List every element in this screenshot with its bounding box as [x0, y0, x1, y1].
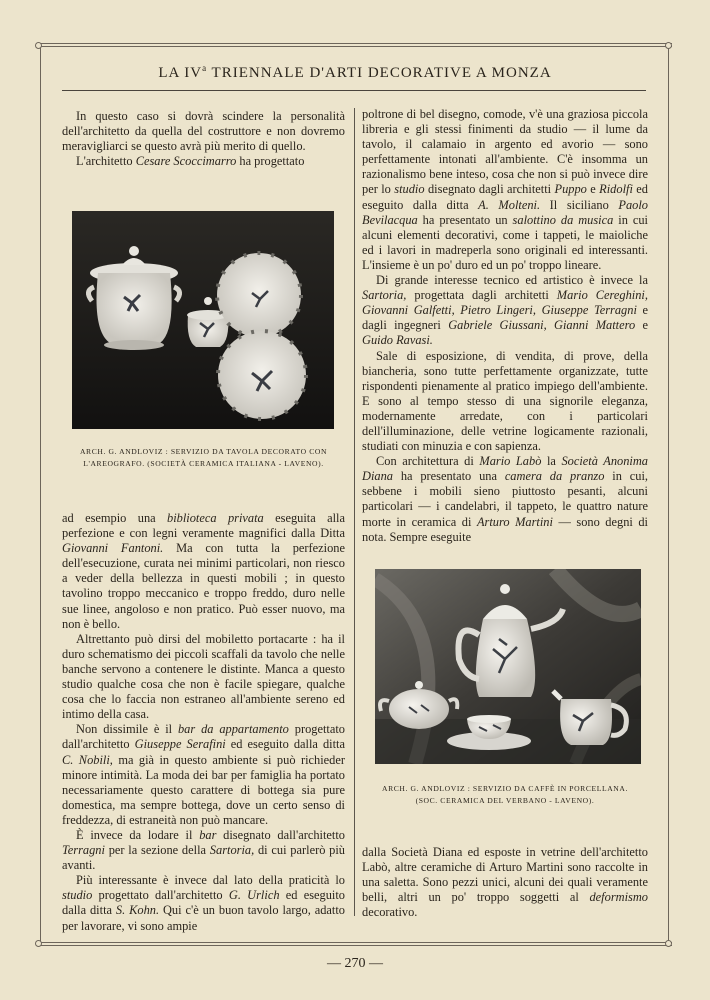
italic-name: Ridolfi — [599, 182, 633, 197]
paragraph: In questo caso si dovrà scindere la personalità dell'architetto da quella del costruttore e non dovremo meravigliarci se questo avrà più merito di quello. — [62, 109, 345, 154]
italic-name: Terragni — [62, 843, 105, 858]
italic-name: Sartoria, — [362, 288, 407, 303]
photo-coffee-service — [375, 569, 641, 764]
figure-caption — [62, 446, 345, 470]
paragraph: Più interessante è invece dal lato della praticità lo studio progettato dall'architetto G. Urlich ed eseguito dalla ditta S. Kohn. Qui c'è un buon tavolo largo, adatto per lavorare, vi sono ampie — [62, 873, 345, 933]
caption-line: ARCH. G. ANDLOVIZ : SERVIZIO DA TAVOLA DECORATO CON — [79, 447, 328, 456]
right-column-bottom-text — [362, 845, 648, 920]
italic-name: studio — [62, 888, 93, 903]
corner-ornament — [35, 940, 42, 947]
bottom-border-rule — [38, 942, 672, 946]
italic-name: Paolo Bevilacqua — [362, 197, 649, 227]
right-border-rule — [668, 46, 669, 942]
italic-name: Giuseppe Serafini — [134, 737, 226, 752]
paragraph: ad esempio una biblioteca privata eseguita alla perfezione e con legni veramente magnifici dalla Ditta Giovanni Fantoni. Ma con tutta la perfezione dell'esecuzione, curata nei minimi particolari, non riesco a veder della bellezza in questi mobili ; in questo tavolino troppo meccanico e troppo freddo, duro nelle sue linee, angoloso e non pratico. Può esser nuovo, ma non è bello. — [62, 511, 345, 631]
paragraph: Di grande interesse tecnico ed artistico è invece la Sartoria, progettata dagli architetti Mario Cereghini, Giovanni Galfetti, Pietro Lingeri, Giuseppe Terragni e dagli ingegneri Gabriele Giussani, Gianni Mattero e Guido Ravasi. — [362, 273, 648, 348]
paragraph: Non dissimile è il bar da appartamento progettato dall'architetto Giuseppe Serafini ed eseguito dalla ditta C. Nobili, ma già in questo ambiente si può richieder minore intimità. La moda dei bar per famiglia ha portato necessariamente questo carattere di bottega sia pure domestica, ma sempre bottega, dove un certo senso di freddezza, di estraneità non può mancare. — [62, 722, 345, 827]
italic-name: biblioteca privata — [167, 511, 264, 525]
italic-name: A. Molteni. — [478, 197, 541, 212]
italic-name: G. Urlich — [228, 888, 280, 903]
caption-line: (SOC. CERAMICA DEL VERBANO - LAVENO). — [415, 796, 595, 805]
paragraph: L'architetto Cesare Scoccimarro ha progettato — [76, 154, 305, 169]
left-column-bottom-text — [62, 511, 345, 934]
paragraph: Altrettanto può dirsi del mobiletto portacarte : ha il duro schematismo dei piccoli scaffali da tavolo che nelle banche servono a contenere le distinte. Manca a questo studio qualche cosa che non è facile spiegare, qualche cosa che lo faccia non estraneo all'ambiente sereno ed intimo della casa. — [62, 631, 345, 722]
italic-name: salottino da musica — [512, 212, 614, 227]
italic-name: Gabriele Giussani, Gianni Mattero — [448, 318, 636, 333]
left-column-top-text — [62, 109, 345, 169]
running-header: LA $IV^a$ TRIENNALE D'ARTI DECORATIVE A MONZA — [158, 63, 552, 81]
italic-name: deformismo — [589, 890, 648, 905]
caption-line: L'AREOGRAFO. (SOCIETÀ CERAMICA ITALIANA - LAVENO). — [83, 459, 324, 468]
italic-name: S. Kohn. — [115, 903, 160, 918]
paragraph: dalla Società Diana ed esposte in vetrine dell'architetto Labò, altre ceramiche di Arturo Martini sono raccolte in una saletta. Sono pezzi unici, alcuni dei quali veramente belli, altri un po' troppo soggetti al deformismo decorativo. — [362, 845, 648, 920]
corner-ornament — [665, 940, 672, 947]
top-border-rule — [38, 43, 672, 47]
italic-name: bar — [199, 827, 217, 842]
italic-name: Società Anonima Diana — [362, 454, 648, 484]
italic-name: Mario Labò — [479, 454, 542, 469]
paragraph: È invece da lodare il bar disegnato dall'architetto Terragni per la sezione della Sartoria, di cui parlerò più avanti. — [62, 827, 345, 873]
figure-caption — [362, 783, 648, 807]
italic-name: Guido Ravasi. — [362, 333, 433, 348]
italic-name: C. Nobili, — [62, 752, 113, 767]
italic-name: camera da pranzo — [504, 469, 605, 484]
italic-name: Mario Cereghini, Giovanni Galfetti, Pietro Lingeri, Giuseppe Terragni — [362, 288, 648, 318]
column-divider — [354, 108, 355, 916]
right-column-top-text — [362, 107, 648, 545]
caption-line: ARCH. G. ANDLOVIZ : SERVIZIO DA CAFFÈ IN PORCELLANA. — [382, 784, 628, 793]
italic-name: Puppo — [554, 182, 587, 197]
paragraph: poltrone di bel disegno, comode, v'è una graziosa piccola libreria e gli stessi finimenti da studio — il lume da tavolo, il calamaio in argento ed avorio — sono perfettamente intonati all'ambiente. C'è insomma un razionalismo bene inteso, cosa che non si può invece dire per lo studio disegnato dagli architetti Puppo e Ridolfi ed eseguito dalla ditta A. Molteni. Il siciliano Paolo Bevilacqua ha presentato un salottino da musica in cui alcuni elementi decorativi, come i tappeti, le maioliche ed i lavori in madreperla sono originali ed interessanti. L'insieme è un po' duro ed un po' troppo lineare. — [362, 107, 649, 272]
italic-name: bar da appartamento — [177, 722, 289, 737]
paragraph: Sale di esposizione, di vendita, di prove, della biancheria, sono tutte perfettamente organizzate, tutte rispondenti pienamente al pratico impiego dell'ambiente. E sono al tempo stesso di una signorile eleganza, modernamente arredate, con i particolari dell'illuminazione, delle vetrine logicamente razionali, studiati con minuzia e con sapienza. — [362, 348, 648, 454]
paragraph: Con architettura di Mario Labò la Società Anonima Diana ha presentato una camera da pranzo in cui, sebbene i mobili sieno piuttosto pesanti, alcuni particolari — i candelabri, il tappeto, le quattro nature morte in ceramica di Arturo Martini — sono degni di nota. Sempre eseguite — [362, 454, 648, 544]
photo-dinner-service — [72, 211, 334, 429]
italic-name: Arturo Martini — [476, 514, 553, 529]
page-number: — 270 — — [327, 956, 383, 971]
italic-name: Cesare Scoccimarro — [135, 154, 237, 169]
italic-name: Sartoria, — [209, 843, 255, 858]
header-rule — [62, 90, 646, 91]
corner-ornament — [35, 42, 42, 49]
italic-name: Giovanni Fantoni. — [62, 541, 164, 556]
italic-name: studio — [394, 182, 425, 197]
left-border-rule — [40, 46, 41, 942]
corner-ornament — [665, 42, 672, 49]
